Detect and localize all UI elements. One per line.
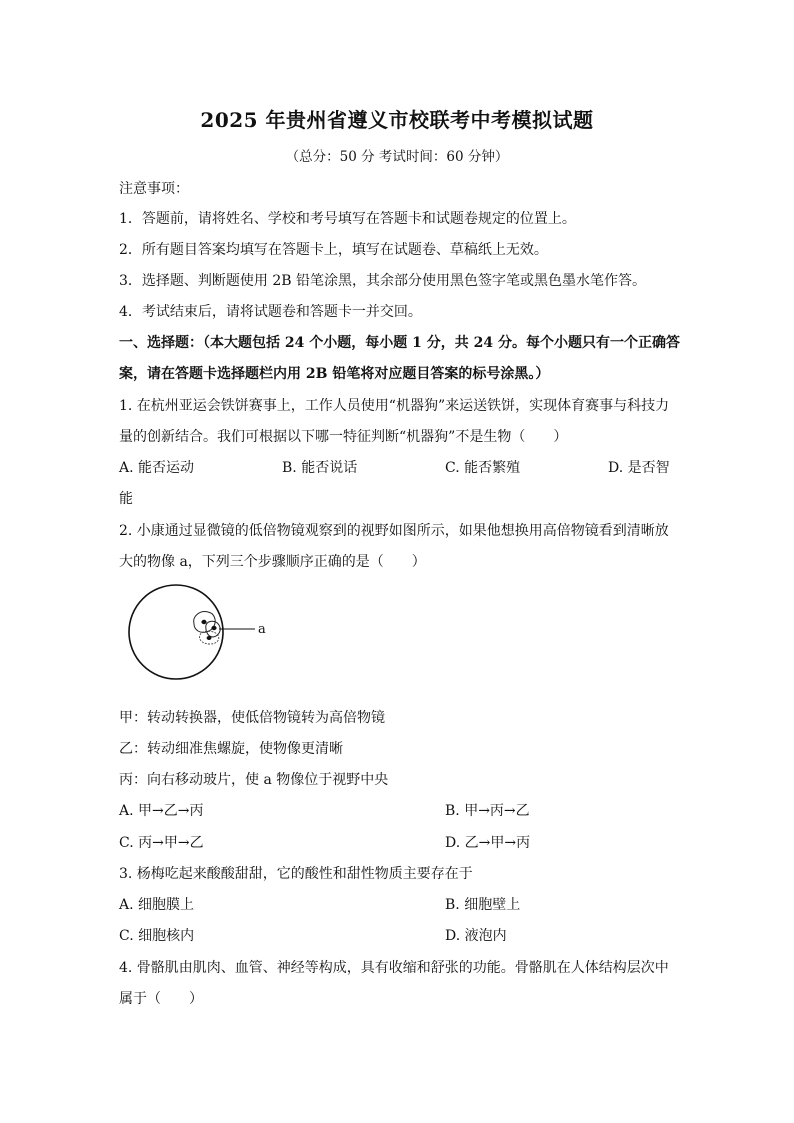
cell-nucleus [201,620,206,624]
q2-stem-line-1: 2. 小康通过显微镜的低倍物镜观察到的视野如图所示，如果他想换用高倍物镜看到清晰放 [119,523,669,539]
q2-option-b: B. 甲→丙→乙 [445,803,530,819]
q3-option-b: B. 细胞壁上 [445,897,521,913]
microscope-field-figure [124,580,284,690]
exam-title: 2025 年贵州省遵义市校联考中考模拟试题 [200,108,594,132]
q3-stem-line-1: 3. 杨梅吃起来酸酸甜甜，它的酸性和甜性物质主要存在于 [119,866,473,882]
q1-option-d-wrap: 能 [119,491,133,507]
cell-a-nucleus [211,626,216,630]
q1-option-c: C. 能否繁殖 [445,460,521,476]
q2-step-jia: 甲：转动转换器，使低倍物镜转为高倍物镜 [119,710,385,726]
field-of-view-circle [129,585,223,679]
notice-heading: 注意事项： [119,181,189,197]
q2-option-d: D. 乙→甲→丙 [445,835,531,851]
q2-option-c: C. 丙→甲→乙 [119,835,204,851]
q1-stem-line-2: 量的创新结合。我们可根据以下哪一特征判断“机器狗”不是生物（ ） [119,429,568,445]
exam-subtitle: （总分：50 分 考试时间：60 分钟） [285,149,509,165]
q2-step-bing: 丙：向右移动玻片，使 a 物像位于视野中央 [119,772,389,788]
q3-option-d: D. 液泡内 [445,928,507,944]
q3-option-a: A. 细胞膜上 [119,897,195,913]
cell-nucleus [207,636,212,640]
notice-item-1: 1．答题前，请将姓名、学校和考号填写在答题卡和试题卷规定的位置上。 [119,211,576,227]
q2-option-a: A. 甲→乙→丙 [119,803,204,819]
q1-option-b: B. 能否说话 [282,460,358,476]
q1-option-a: A. 能否运动 [119,460,195,476]
q2-step-yi: 乙：转动细准焦螺旋，使物像更清晰 [119,741,343,757]
q1-option-d: D. 是否智 [608,460,670,476]
q4-stem-line-1: 4. 骨骼肌由肌肉、血管、神经等构成，具有收缩和舒张的功能。骨骼肌在人体结构层次中 [119,960,669,976]
notice-item-2: 2．所有题目答案均填写在答题卡上，填写在试题卷、草稿纸上无效。 [119,242,548,258]
q3-option-c: C. 细胞核内 [119,928,195,944]
notice-item-3: 3．选择题、判断题使用 2B 铅笔涂黑，其余部分使用黑色签字笔或黑色墨水笔作答。 [119,273,647,289]
notice-item-4: 4．考试结束后，请将试题卷和答题卡一并交回。 [119,304,422,320]
q1-stem-line-1: 1. 在杭州亚运会铁饼赛事上，工作人员使用“机器狗”来运送铁饼，实现体育赛事与科技力 [119,398,670,414]
section-heading-line-1: 一、选择题：（本大题包括 24 个小题，每小题 1 分，共 24 分。每个小题只有一个正确答 [119,335,680,351]
q4-stem-line-2: 属于（ ） [119,991,203,1007]
section-heading-line-2: 案，请在答题卡选择题栏内用 2B 铅笔将对应题目答案的标号涂黑。） [119,366,550,382]
q2-stem-line-2: 大的物像 a，下列三个步骤顺序正确的是（ ） [119,554,426,570]
figure-label-a: a [258,622,266,637]
